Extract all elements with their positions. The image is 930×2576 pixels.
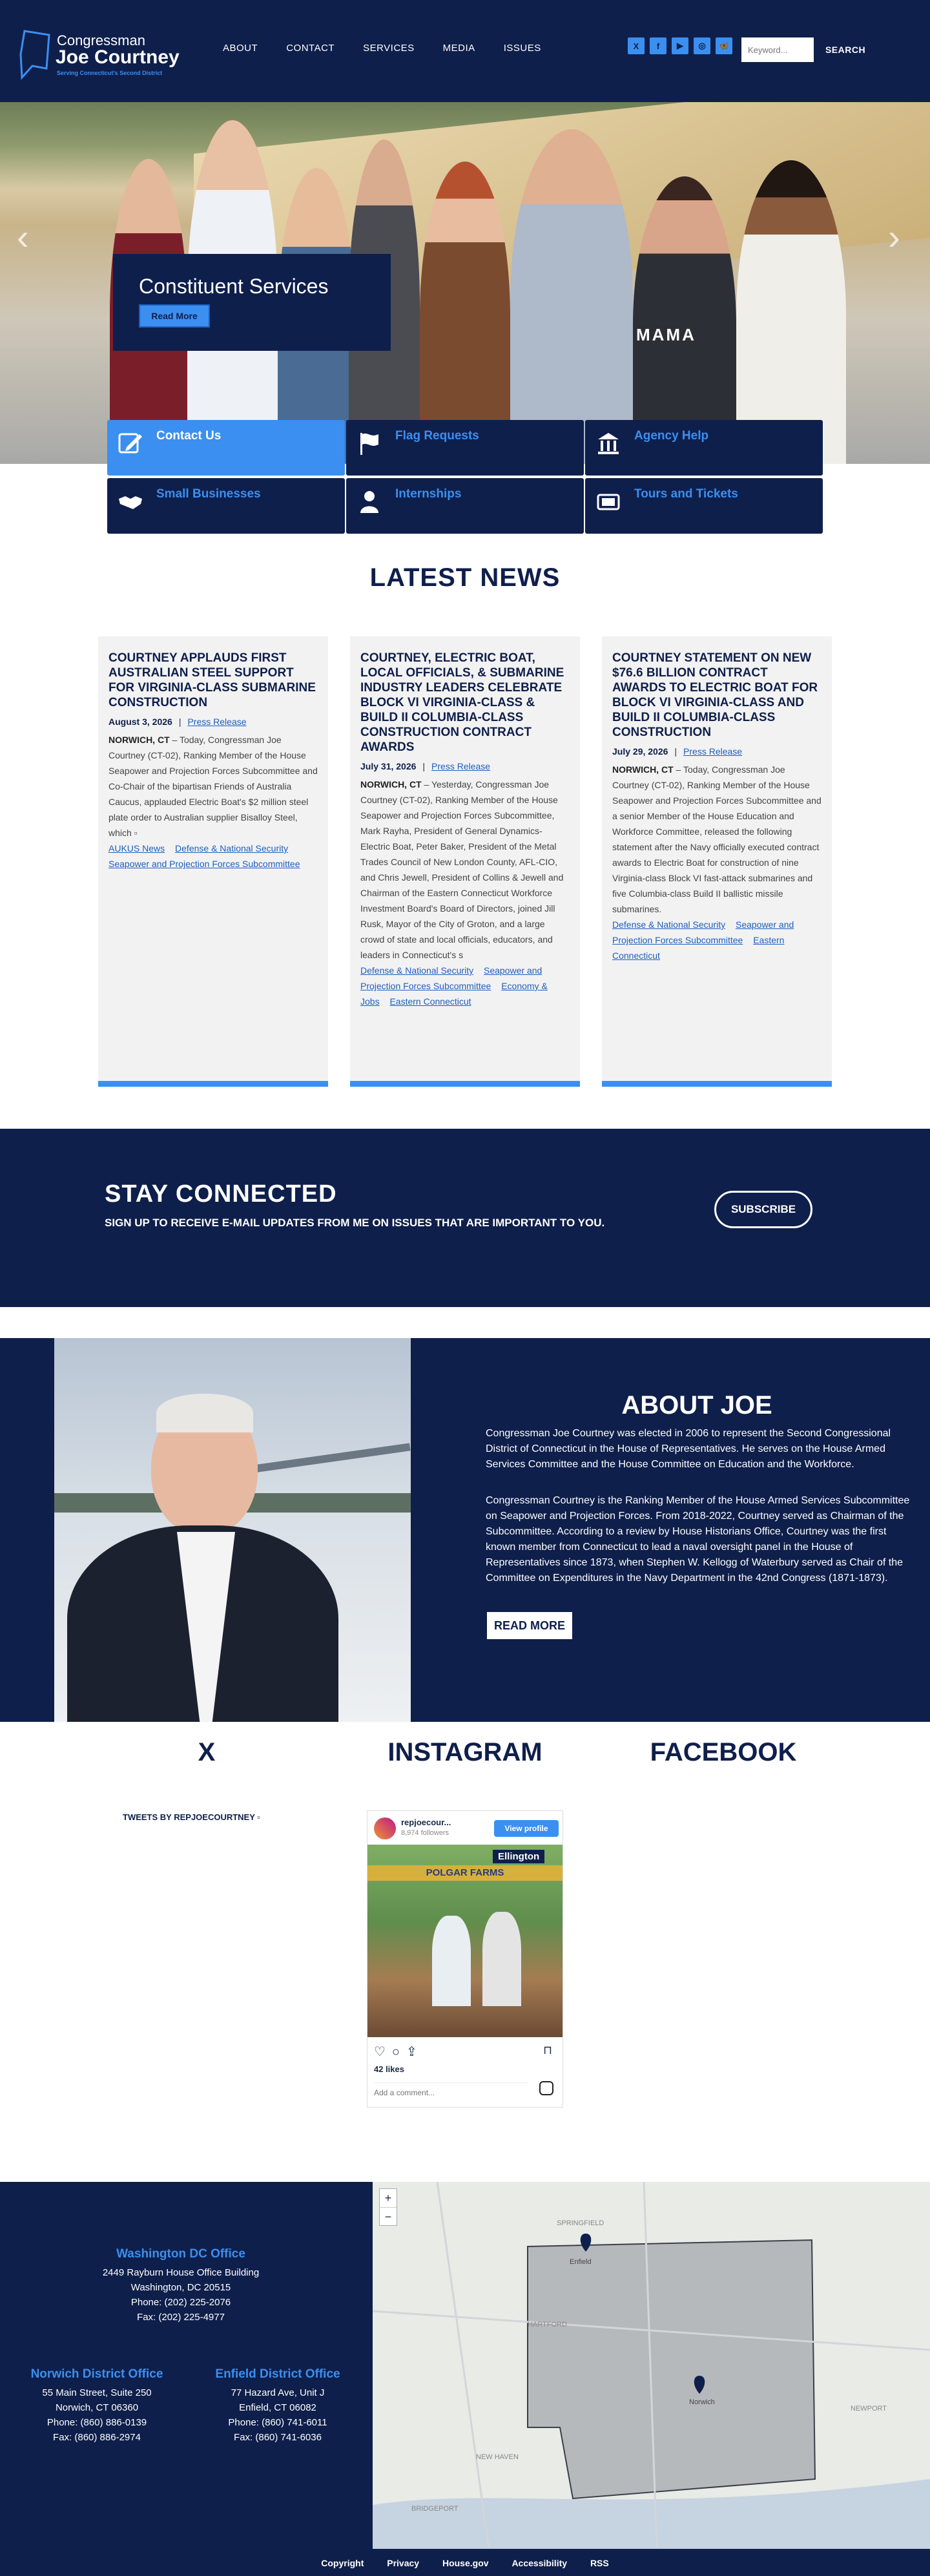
site-footer <box>0 2182 930 2576</box>
search-input[interactable] <box>741 37 814 62</box>
news-tags <box>612 917 822 963</box>
office-line: 55 Main Street, Suite 250 <box>42 2387 152 2398</box>
office-enfield <box>194 2367 362 2445</box>
social-links <box>628 37 732 54</box>
office-name: Norwich District Office <box>30 2367 163 2381</box>
news-title-link[interactable]: COURTNEY, ELECTRIC BOAT, LOCAL OFFICIALS, & SUBMARINE INDUSTRY LEADERS CELEBRATE BLOCK VI VIRGINIA-CLASS & BUILD II COLUMBIA-CLASS CONSTRUCTION CONTRACT AWARDS <box>360 651 564 754</box>
footer-link-rss[interactable]: RSS <box>590 2558 609 2568</box>
instagram-location-tag: Ellington <box>493 1850 544 1863</box>
news-type-link[interactable]: Press Release <box>431 761 491 771</box>
map-label: HARTFORD <box>528 2321 567 2329</box>
instagram-view-profile-button[interactable]: View profile <box>494 1820 559 1837</box>
office-name: Enfield District Office <box>215 2367 340 2381</box>
newsletter-subtitle: SIGN UP TO RECEIVE E-MAIL UPDATES FROM ME ON ISSUES THAT ARE IMPORTANT TO YOU. <box>105 1217 605 1229</box>
instagram-comment-input[interactable] <box>374 2082 529 2097</box>
nav-media[interactable]: MEDIA <box>442 43 475 54</box>
news-card: COURTNEY, ELECTRIC BOAT, LOCAL OFFICIALS, & SUBMARINE INDUSTRY LEADERS CELEBRATE BLOCK VI VIRGINIA-CLASS & BUILD II COLUMBIA-CLASS CONSTRUCTION CONTRACT AWARDS July 31, 2026 | Press Release NORWICH, CT – Yesterday, Congressman Joe Courtney (CT-02), Ranking Member of the House Seapower and Projection Forces Subcommittee, Mark Rayha, President of General Dynamics-Electric Boat, Peter Baker, President of the Metal Trades Council of New London County, AFL-CIO, and Chris Jewell, President of Collins & Jewell and Chairman of the Eastern Connecticut Workforce Investment Board's Board of Directors, joined Jill Rusk, Mayor of the City of Groton, and a large crowd of state and local officials, educators, and leaders in Connecticut's s Defense & National Security Seapower and Projection Forces Subcommittee Economy & Jobs Eastern Connecticut <box>350 636 580 1087</box>
tile-label: Tours and Tickets <box>634 487 738 501</box>
map-zoom-controls <box>379 2188 397 2226</box>
instagram-actions[interactable]: ♡○⇪ <box>374 2045 424 2059</box>
news-excerpt: – Today, Congressman Joe Courtney (CT-02), Ranking Member of the House Seapower and Projection Forces Subcommittee and Co-Chair of the bipartisan Friends of Australia Caucus, applauded Electric Boat's $2 million steel plate order to Australian supplier Bisalloy Steel, which ▫ <box>108 735 318 838</box>
tag-link[interactable]: Eastern Connecticut <box>389 996 471 1007</box>
news-type-link[interactable]: Press Release <box>187 717 247 727</box>
office-line: Enfield, CT 06082 <box>239 2402 316 2413</box>
map-label: NEW HAVEN <box>476 2453 519 2461</box>
instagram-avatar <box>374 1817 396 1839</box>
nav-about[interactable]: ABOUT <box>223 43 258 54</box>
office-line: Fax: (860) 886-2974 <box>53 2432 141 2443</box>
instagram-feed-heading: INSTAGRAM <box>388 1738 542 1766</box>
map-label: Enfield <box>570 2258 592 2266</box>
instagram-post-image[interactable] <box>367 1845 563 2037</box>
carousel-prev-icon[interactable]: ‹ <box>17 216 29 257</box>
tag-link[interactable]: Seapower and Projection Forces Subcommittee <box>612 919 794 945</box>
connecticut-outline-icon <box>19 28 52 80</box>
flag-icon <box>356 430 382 456</box>
news-type-link[interactable]: Press Release <box>683 746 743 757</box>
news-date: August 3, 2026 <box>108 717 172 727</box>
office-dc <box>39 2246 323 2325</box>
about-paragraph: Congressman Joe Courtney was elected in 2006 to represent the Second Congressional District of Connecticut in the House of Representatives. He serves on the House Armed Services Committee and the House Committee on Education and the Workforce. <box>486 1428 891 1470</box>
main-nav <box>223 43 541 54</box>
instagram-logo-icon <box>539 2081 553 2095</box>
handshake-icon <box>118 488 143 514</box>
office-line: Norwich, CT 06360 <box>55 2402 139 2413</box>
news-excerpt: – Yesterday, Congressman Joe Courtney (CT-02), Ranking Member of the House Seapower and Projection Forces Subcommittee, Mark Rayha, President of General Dynamics-Electric Boat, Peter Baker, President of the Metal Trades Council of New London County, AFL-CIO, and Chris Jewell, President of Collins & Jewell and Chairman of the Eastern Connecticut Workforce Investment Board's Board of Directors, joined Jill Rusk, Mayor of the City of Groton, and a large crowd of state and local officials, educators, and leaders in Connecticut's s <box>360 779 564 960</box>
office-norwich <box>13 2367 181 2445</box>
news-dateline: NORWICH, CT <box>360 779 422 790</box>
subscribe-button[interactable]: SUBSCRIBE <box>714 1191 812 1228</box>
site-logo[interactable] <box>19 25 194 83</box>
hero-read-more-button[interactable]: Read More <box>139 304 210 328</box>
tag-link[interactable]: Defense & National Security <box>612 919 726 930</box>
site-header <box>0 0 930 102</box>
congressman-photo <box>54 1338 411 1722</box>
facebook-feed-heading: FACEBOOK <box>650 1738 797 1766</box>
news-excerpt: – Today, Congressman Joe Courtney (CT-02), Ranking Member of the House Seapower and Projection Forces Subcommittee and a senior Member of the House Education and Workforce Committee, released the following statement after the Navy officially executed contract awards to Electric Boat for construction of nine Virginia-class Block VI fast-attack submarines and five Columbia-class Build II ballistic missile submarines. <box>612 764 822 914</box>
person-icon <box>356 488 382 514</box>
logo-tagline: Serving Connecticut's Second District <box>57 70 163 76</box>
tag-link[interactable]: AUKUS News <box>108 843 165 853</box>
building-icon <box>595 430 621 456</box>
pencil-icon <box>118 430 143 456</box>
newsletter-section <box>0 1129 930 1307</box>
tweets-link[interactable]: TWEETS BY REPJOECOURTNEY ▫ <box>123 1812 260 1822</box>
instagram-likes: 42 likes <box>374 2064 404 2074</box>
news-title-link[interactable]: COURTNEY APPLAUDS FIRST AUSTRALIAN STEEL SUPPORT FOR VIRGINIA-CLASS SUBMARINE CONSTRUCTION <box>108 651 316 709</box>
office-line: 77 Hazard Ave, Unit J <box>231 2387 325 2398</box>
office-name: Washington DC Office <box>116 2247 245 2261</box>
tile-label: Flag Requests <box>395 429 479 443</box>
news-tags <box>108 841 318 872</box>
hero-carousel <box>0 102 930 464</box>
footer-link-accessibility[interactable]: Accessibility <box>512 2558 568 2568</box>
office-line: Washington, DC 20515 <box>130 2282 231 2293</box>
tag-link[interactable]: Seapower and Projection Forces Subcommittee <box>360 965 542 991</box>
tag-link[interactable]: Eastern Connecticut <box>612 935 785 961</box>
instagram-followers: 8,974 followers <box>401 1829 449 1837</box>
footer-links <box>0 2558 930 2568</box>
map-label: SPRINGFIELD <box>557 2219 604 2227</box>
instagram-embed <box>367 1810 563 2108</box>
office-line: 2449 Rayburn House Office Building <box>102 2267 260 2278</box>
bluesky-icon[interactable]: 🦋 <box>716 37 732 54</box>
tile-internships[interactable] <box>346 478 584 534</box>
news-title-link[interactable]: COURTNEY STATEMENT ON NEW $76.6 BILLION CONTRACT AWARDS TO ELECTRIC BOAT FOR BLOCK VI VIRGINIA-CLASS AND BUILD II COLUMBIA-CLASS CONSTRUCTION <box>612 651 818 739</box>
x-icon[interactable]: X <box>628 37 645 54</box>
office-line: Phone: (860) 741-6011 <box>228 2417 327 2428</box>
tile-contact-us[interactable] <box>107 420 345 476</box>
about-section <box>0 1338 930 1722</box>
tile-agency-help[interactable] <box>585 420 823 476</box>
x-feed-heading: X <box>198 1738 216 1766</box>
about-title: ABOUT JOE <box>621 1391 772 1419</box>
facebook-icon[interactable]: f <box>650 37 666 54</box>
tile-label: Contact Us <box>156 429 222 443</box>
office-line: Phone: (202) 225-2076 <box>130 2297 231 2308</box>
news-tags <box>360 963 570 1009</box>
footer-link-house-gov[interactable]: House.gov <box>442 2558 489 2568</box>
news-date: July 29, 2026 <box>612 746 668 757</box>
office-line: Phone: (860) 886-0139 <box>46 2417 147 2428</box>
tag-link[interactable]: Defense & National Security <box>360 965 474 976</box>
news-card: COURTNEY STATEMENT ON NEW $76.6 BILLION CONTRACT AWARDS TO ELECTRIC BOAT FOR BLOCK VI VIRGINIA-CLASS AND BUILD II COLUMBIA-CLASS CONSTRUCTION July 29, 2026 | Press Release NORWICH, CT – Today, Congressman Joe Courtney (CT-02), Ranking Member of the House Seapower and Projection Forces Subcommittee and a senior Member of the House Education and Workforce Committee, released the following statement after the Navy officially executed contract awards to Electric Boat for construction of nine Virginia-class Block VI fast-attack submarines and five Columbia-class Build II ballistic missile submarines. Defense & National Security Seapower and Projection Forces Subcommittee Eastern Connecticut <box>602 636 832 1087</box>
hero-title: Constituent Services <box>139 275 329 298</box>
nav-services[interactable]: SERVICES <box>363 43 415 54</box>
carousel-next-icon[interactable]: › <box>888 216 900 257</box>
about-paragraph: Congressman Courtney is the Ranking Member of the House Armed Services Subcommittee on Seapower and Projection Forces. From 2018-2022, Courtney served as Chairman of the Subcommittee. According to a review by House Historians Office, Courtney was the first known member from Connecticut to lead a naval oversight panel in the House of Representatives since 1873, when Stephen W. Kellogg of Waterbury served as Chair of the Committee on Expenditures in the Navy Department in the 42nd Congress (1871-1873). <box>486 1495 910 1584</box>
news-dateline: NORWICH, CT <box>612 764 674 775</box>
shirt-text: MAMA <box>636 325 696 344</box>
ticket-icon <box>595 488 621 514</box>
tile-label: Internships <box>395 487 462 501</box>
farm-sign: POLGAR FARMS <box>367 1865 563 1881</box>
map-zoom-in-button[interactable]: + <box>384 2192 392 2204</box>
youtube-icon[interactable]: ▶ <box>672 37 688 54</box>
news-date: July 31, 2026 <box>360 761 417 771</box>
nav-issues[interactable]: ISSUES <box>503 43 541 54</box>
about-read-more-button[interactable]: READ MORE <box>486 1611 574 1640</box>
office-line: Fax: (860) 741-6036 <box>234 2432 322 2443</box>
map-label: BRIDGEPORT <box>411 2505 459 2513</box>
district-map[interactable] <box>373 2182 930 2549</box>
instagram-handle: repjoecour... <box>401 1817 451 1827</box>
office-line: Fax: (202) 225-4977 <box>137 2312 225 2323</box>
district-map-graphic <box>373 2182 930 2549</box>
tile-tours-and-tickets[interactable] <box>585 478 823 534</box>
nav-contact[interactable]: CONTACT <box>286 43 335 54</box>
tile-flag-requests[interactable] <box>346 420 584 476</box>
news-dateline: NORWICH, CT <box>108 735 170 745</box>
news-card: COURTNEY APPLAUDS FIRST AUSTRALIAN STEEL SUPPORT FOR VIRGINIA-CLASS SUBMARINE CONSTRUCTION August 3, 2026 | Press Release NORWICH, CT – Today, Congressman Joe Courtney (CT-02), Ranking Member of the House Seapower and Projection Forces Subcommittee and Co-Chair of the bipartisan Friends of Australia Caucus, applauded Electric Boat's $2 million steel plate order to Australian supplier Bisalloy Steel, which ▫ AUKUS News Defense & National Security Seapower and Projection Forces Subcommittee <box>98 636 328 1087</box>
instagram-icon[interactable]: ◎ <box>694 37 710 54</box>
hero-caption-card <box>113 254 391 351</box>
footer-link-copyright[interactable]: Copyright <box>321 2558 364 2568</box>
map-label: Norwich <box>689 2398 715 2406</box>
logo-title-line: Congressman <box>57 32 145 48</box>
tile-label: Agency Help <box>634 429 709 443</box>
tag-link[interactable]: Economy & Jobs <box>360 981 548 1007</box>
bookmark-icon[interactable]: ⊓ <box>543 2044 553 2057</box>
search-button[interactable]: SEARCH <box>818 37 873 62</box>
map-zoom-out-button[interactable]: − <box>380 2207 397 2226</box>
tag-link[interactable]: Seapower and Projection Forces Subcommittee <box>108 859 300 869</box>
tile-small-businesses[interactable] <box>107 478 345 534</box>
latest-news-heading: LATEST NEWS <box>369 563 561 592</box>
newsletter-title: STAY CONNECTED <box>105 1180 337 1208</box>
tile-label: Small Businesses <box>156 487 261 501</box>
map-label: NEWPORT <box>851 2405 887 2413</box>
footer-link-privacy[interactable]: Privacy <box>387 2558 420 2568</box>
tag-link[interactable]: Defense & National Security <box>175 843 289 853</box>
logo-name: Joe Courtney <box>56 47 180 68</box>
